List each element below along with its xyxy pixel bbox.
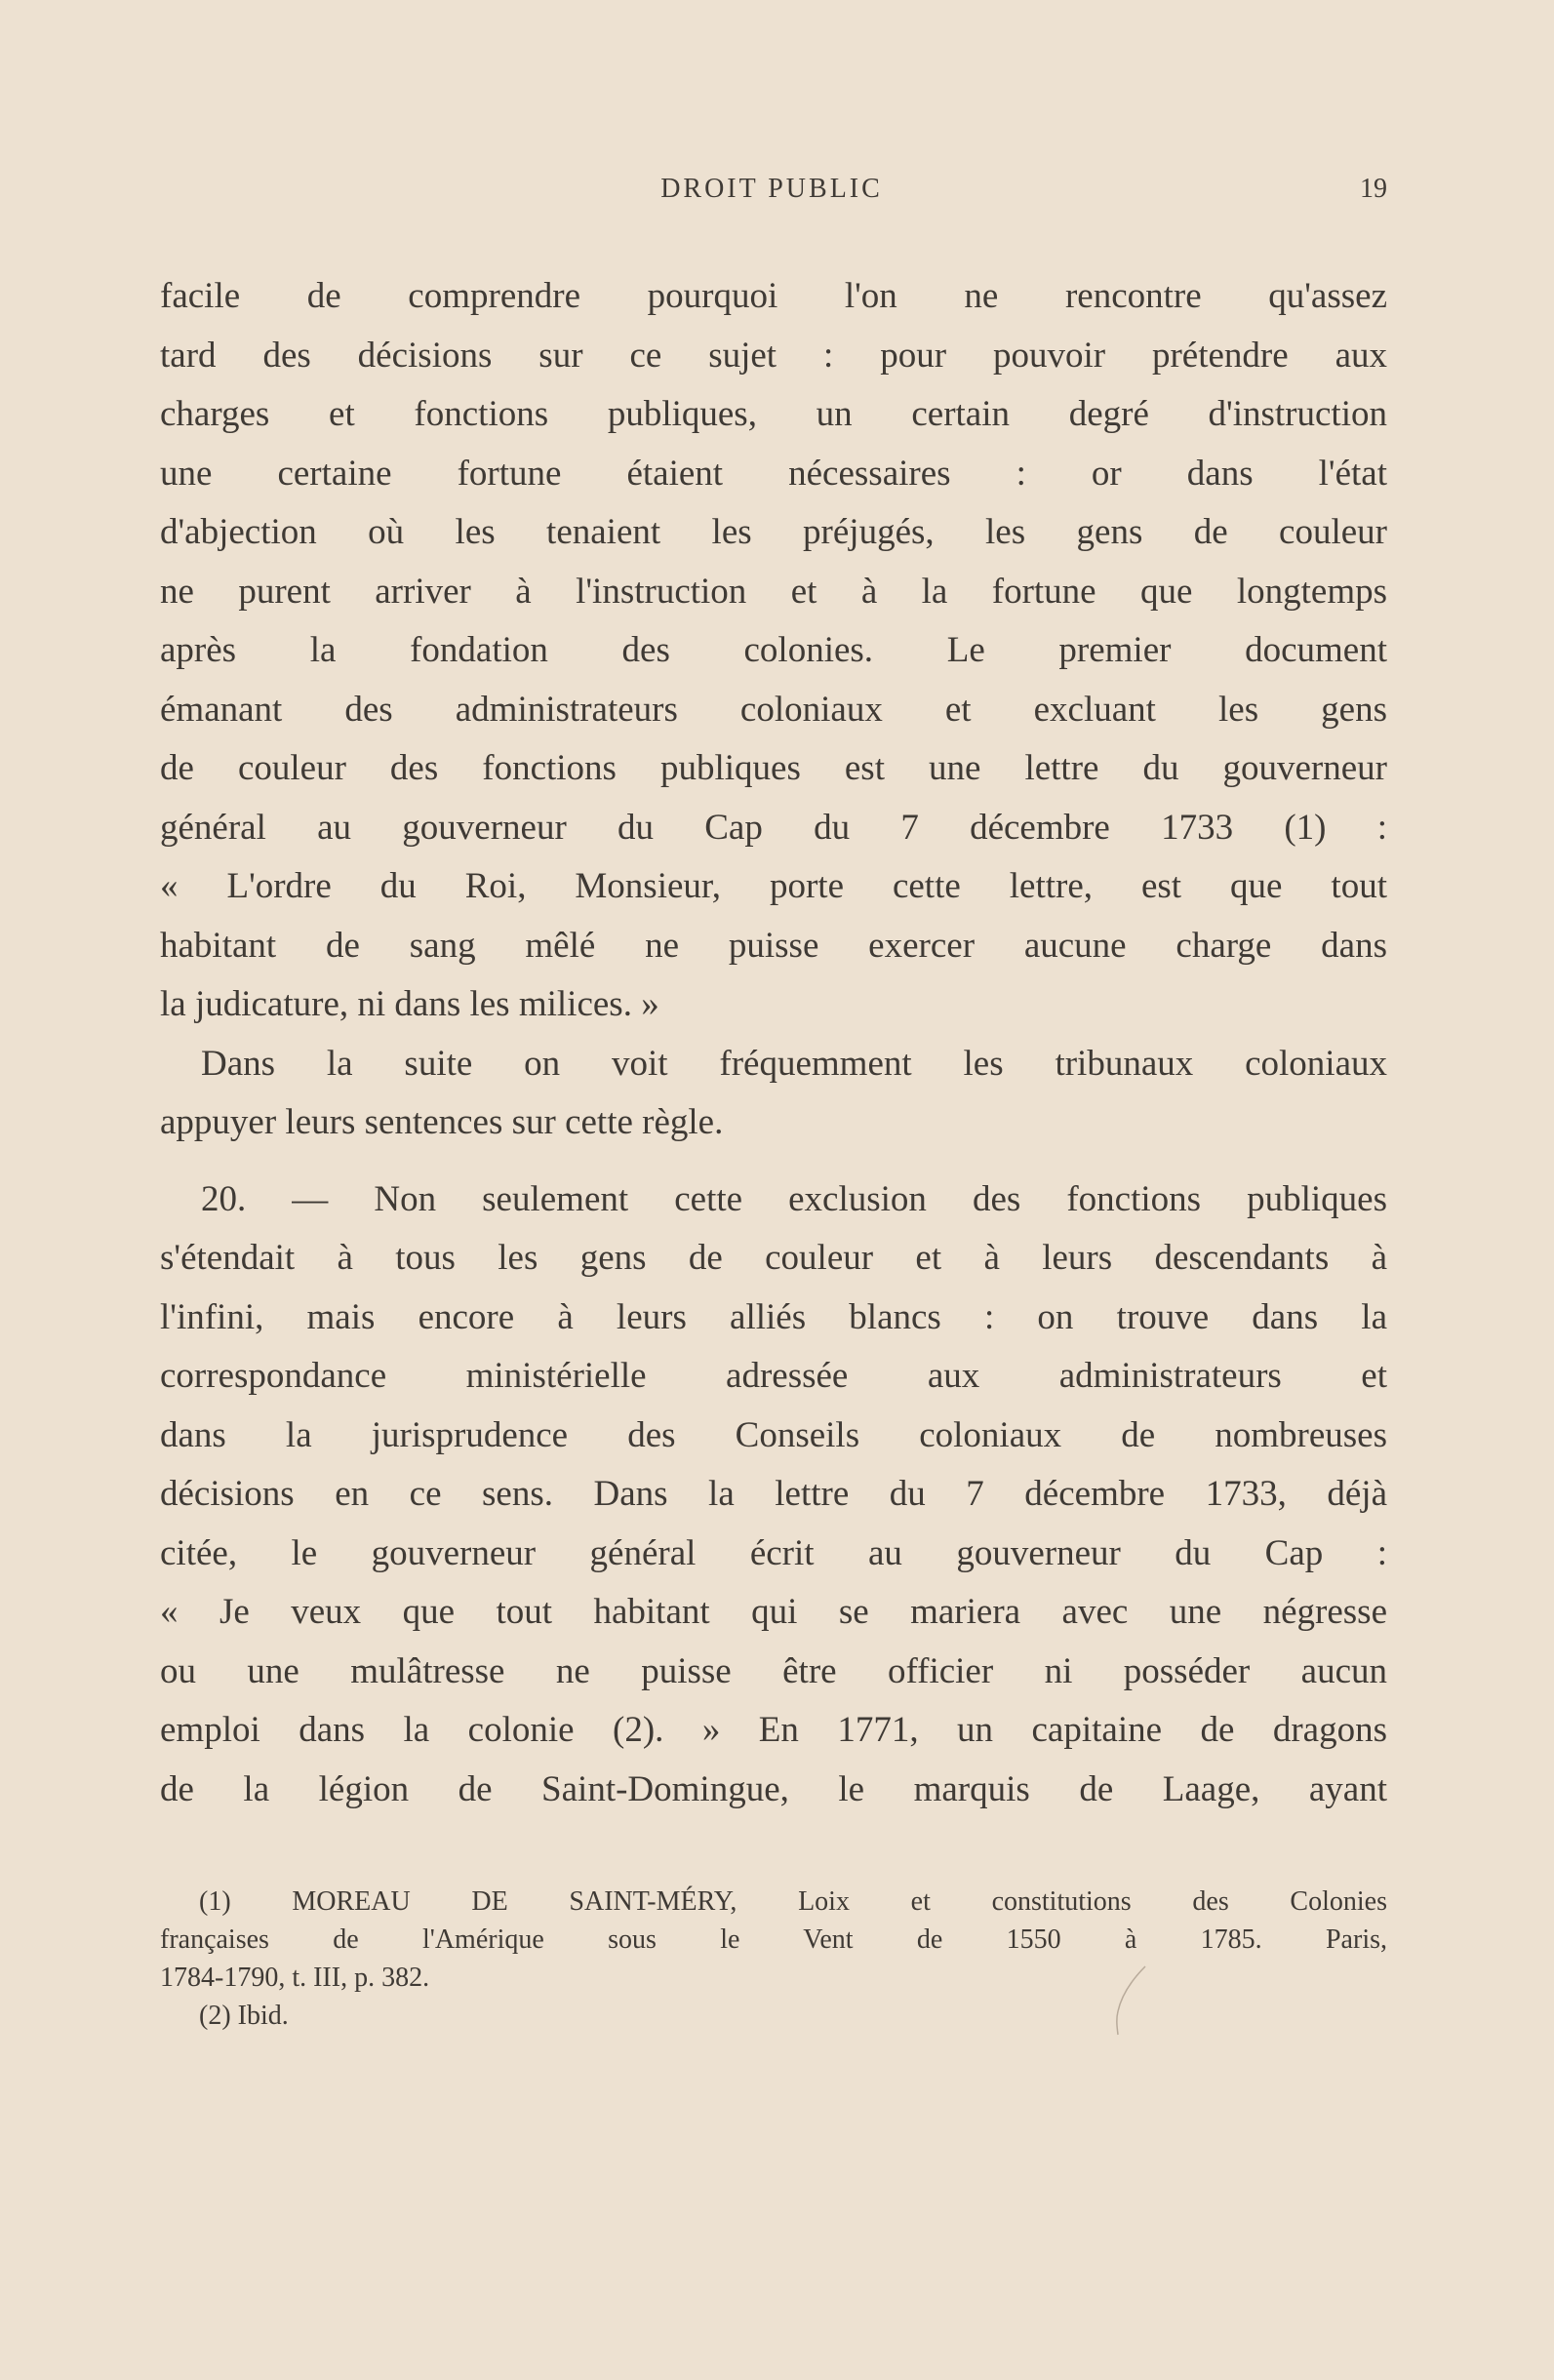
text-line: dans la jurisprudence des Conseils coloniaux de nombreuses: [160, 1414, 1387, 1455]
text-line: s'étendait à tous les gens de couleur et à leurs descendants à: [160, 1238, 1387, 1278]
running-head: [156, 174, 1387, 213]
footnote-2: [160, 1997, 1387, 2035]
body-text: [160, 267, 1387, 1819]
text-line: une certaine fortune étaient nécessaires : or dans l'état: [160, 453, 1387, 494]
footnote-line: françaises de l'Amérique sous le Vent de 1550 à 1785. Paris,: [160, 1924, 1387, 1955]
text-line: d'abjection où les tenaient les préjugés, les gens de couleur: [160, 512, 1387, 552]
paragraph-gap: [160, 1153, 1387, 1170]
paragraph-section-20: [160, 1170, 1387, 1820]
footnote-1: [160, 1883, 1387, 1997]
text-line: tard des décisions sur ce sujet : pour pouvoir prétendre aux: [160, 335, 1387, 376]
text-line: la judicature, ni dans les milices. »: [160, 984, 659, 1024]
text-line: après la fondation des colonies. Le premier document: [160, 630, 1387, 670]
running-title: DROIT PUBLIC: [660, 174, 883, 204]
text-line: « Je veux que tout habitant qui se mariera avec une négresse: [160, 1592, 1387, 1632]
text-line: décisions en ce sens. Dans la lettre du 7 décembre 1733, déjà: [160, 1474, 1387, 1514]
paragraph-tribunaux: [160, 1035, 1387, 1153]
text-line: charges et fonctions publiques, un certain degré d'instruction: [160, 394, 1387, 434]
text-line: Dans la suite on voit fréquemment les tribunaux coloniaux: [201, 1043, 1387, 1084]
text-line: appuyer leurs sentences sur cette règle.: [160, 1102, 724, 1142]
text-line: citée, le gouverneur général écrit au gouverneur du Cap :: [160, 1532, 1387, 1573]
footnote-line: (1) MOREAU DE SAINT-MÉRY, Loix et constitutions des Colonies: [199, 1886, 1387, 1917]
text-line: correspondance ministérielle adressée aux administrateurs et: [160, 1356, 1387, 1396]
footnote-line: 1784-1790, t. III, p. 382.: [160, 1963, 430, 1993]
text-line: « L'ordre du Roi, Monsieur, porte cette lettre, est que tout: [160, 866, 1387, 906]
footnotes: [160, 1883, 1387, 2035]
text-line: ou une mulâtresse ne puisse être officier ni posséder aucun: [160, 1650, 1387, 1691]
footnote-line: (2) Ibid.: [199, 2001, 289, 2031]
paragraph-continued: [160, 267, 1387, 1035]
text-line: émanant des administrateurs coloniaux et excluant les gens: [160, 689, 1387, 730]
text-line: général au gouverneur du Cap du 7 décembre 1733 (1) :: [160, 807, 1387, 848]
text-line: 20. — Non seulement cette exclusion des fonctions publiques: [201, 1178, 1387, 1219]
text-line: l'infini, mais encore à leurs alliés blancs : on trouve dans la: [160, 1296, 1387, 1337]
text-line: ne purent arriver à l'instruction et à la fortune que longtemps: [160, 571, 1387, 612]
text-line: de couleur des fonctions publiques est une lettre du gouverneur: [160, 748, 1387, 788]
text-line: de la légion de Saint-Domingue, le marquis de Laage, ayant: [160, 1768, 1387, 1809]
page-number: 19: [1360, 174, 1387, 204]
text-line: habitant de sang mêlé ne puisse exercer aucune charge dans: [160, 925, 1387, 966]
text-line: emploi dans la colonie (2). » En 1771, un capitaine de dragons: [160, 1710, 1387, 1750]
pencil-mark: [1112, 1961, 1151, 2039]
text-line: facile de comprendre pourquoi l'on ne rencontre qu'assez: [160, 276, 1387, 316]
